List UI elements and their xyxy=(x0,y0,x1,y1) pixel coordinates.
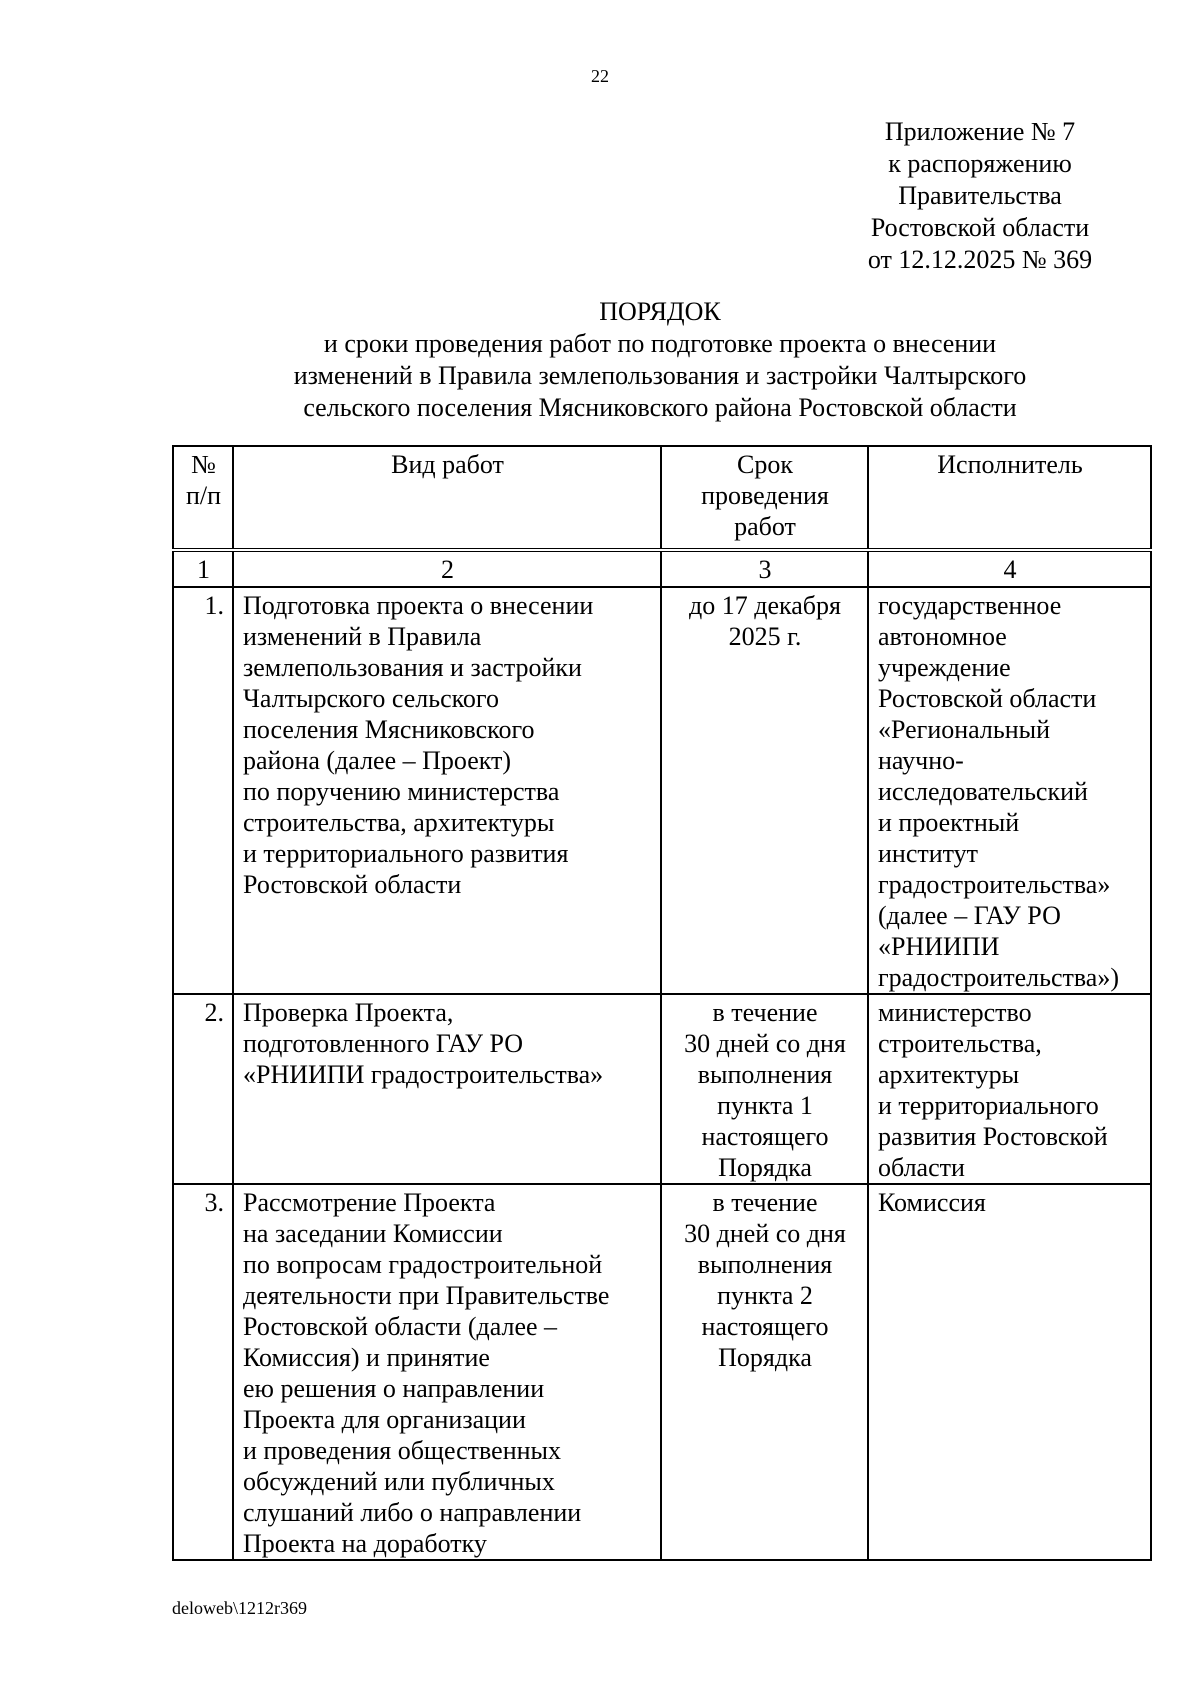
executor-line: архитектуры xyxy=(878,1060,1020,1089)
executor-line: и проектный xyxy=(878,808,1020,837)
work-type-line: подготовленного ГАУ РО xyxy=(243,1029,524,1058)
header-cell-work xyxy=(233,446,661,550)
executor-line: области xyxy=(878,1153,965,1182)
header-cell-executor xyxy=(868,446,1151,550)
title-line: и сроки проведения работ по подготовке проекта о внесении xyxy=(323,329,997,358)
work-type-line: Чалтырского сельского xyxy=(243,684,499,713)
row-number-cell: 1. xyxy=(173,587,233,994)
appendix-line: от 12.12.2025 № 369 xyxy=(867,245,1093,274)
executor-line: научно- xyxy=(878,746,964,775)
work-type-cell xyxy=(233,587,661,994)
executor-line: государственное xyxy=(878,591,1062,620)
executor-line: развития Ростовской xyxy=(878,1122,1108,1151)
work-type-line: изменений в Правила xyxy=(243,622,482,651)
appendix-block xyxy=(840,116,1120,276)
work-type-line: района (далее – Проект) xyxy=(243,746,512,775)
executor-line: Ростовской области xyxy=(878,684,1097,713)
work-type-cell xyxy=(233,994,661,1184)
executor-line: Комиссия xyxy=(878,1188,986,1217)
row-number-cell: 2. xyxy=(173,994,233,1184)
work-type-line: и территориального развития xyxy=(243,839,569,868)
executor-line: автономное xyxy=(878,622,1007,651)
page-number: 22 xyxy=(591,66,609,86)
term-cell xyxy=(661,587,868,994)
work-type-line: поселения Мясниковского xyxy=(243,715,535,744)
table-row xyxy=(173,1184,1151,1560)
work-type-cell xyxy=(233,1184,661,1560)
work-type-line: по поручению министерства xyxy=(243,777,560,806)
table-row xyxy=(173,994,1151,1184)
document-code: deloweb\1212r369 xyxy=(172,1598,307,1618)
term-line: 30 дней со дня xyxy=(684,1219,846,1248)
executor-line: (далее – ГАУ РО xyxy=(878,901,1061,930)
executor-line: «Региональный xyxy=(878,715,1051,744)
term-line: до 17 декабря xyxy=(689,591,841,620)
work-type-line: Подготовка проекта о внесении xyxy=(243,591,594,620)
work-type-line: по вопросам градостроительной xyxy=(243,1250,603,1279)
work-type-line: на заседании Комиссии xyxy=(243,1219,503,1248)
work-type-line: Проекта на доработку xyxy=(243,1529,487,1558)
executor-line: и территориального xyxy=(878,1091,1099,1120)
header-cell-number xyxy=(173,446,233,550)
work-type-line: Ростовской области xyxy=(243,870,462,899)
column-number-cell: 3 xyxy=(661,550,868,587)
executor-cell xyxy=(868,1184,1151,1560)
executor-line: градостроительства» xyxy=(878,870,1111,899)
term-line: Порядка xyxy=(718,1153,812,1182)
work-type-line: «РНИИПИ градостроительства» xyxy=(243,1060,604,1089)
column-number-cell: 2 xyxy=(233,550,661,587)
term-line: в течение xyxy=(712,1188,818,1217)
work-type-line: Проверка Проекта, xyxy=(243,998,454,1027)
header-line: работ xyxy=(734,512,796,541)
work-type-line: деятельности при Правительстве xyxy=(243,1281,610,1310)
term-cell xyxy=(661,994,868,1184)
executor-line: учреждение xyxy=(878,653,1011,682)
work-type-line: и проведения общественных xyxy=(243,1436,562,1465)
term-line: 2025 г. xyxy=(728,622,802,651)
header-line: № xyxy=(191,450,216,479)
header-line: Вид работ xyxy=(391,450,504,479)
header-line: проведения xyxy=(701,481,829,510)
work-type-line: Рассмотрение Проекта xyxy=(243,1188,496,1217)
executor-line: строительства, xyxy=(878,1029,1042,1058)
header-line: п/п xyxy=(185,481,222,510)
work-type-line: Проекта для организации xyxy=(243,1405,526,1434)
row-number-cell: 3. xyxy=(173,1184,233,1560)
executor-line: институт xyxy=(878,839,979,868)
work-type-line: землепользования и застройки xyxy=(243,653,582,682)
table-header-row xyxy=(173,446,1151,550)
term-line: 30 дней со дня xyxy=(684,1029,846,1058)
column-number-row xyxy=(173,550,1151,587)
header-line: Исполнитель xyxy=(937,450,1083,479)
term-line: пункта 1 xyxy=(717,1091,813,1120)
appendix-line: Правительства xyxy=(898,181,1062,210)
executor-line: градостроительства») xyxy=(878,963,1119,992)
document-title xyxy=(160,296,1160,424)
executor-line: «РНИИПИ xyxy=(878,932,1000,961)
executor-line: исследовательский xyxy=(878,777,1088,806)
header-line: Срок xyxy=(737,450,793,479)
work-type-line: обсуждений или публичных xyxy=(243,1467,555,1496)
executor-cell xyxy=(868,587,1151,994)
appendix-line: Ростовской области xyxy=(870,213,1090,242)
header-cell-term xyxy=(661,446,868,550)
term-line: в течение xyxy=(712,998,818,1027)
title-line: изменений в Правила землепользования и застройки Чалтырского xyxy=(293,361,1027,390)
term-line: пункта 2 xyxy=(717,1281,813,1310)
work-type-line: Комиссия) и принятие xyxy=(243,1343,490,1372)
term-line: выполнения xyxy=(697,1250,833,1279)
executor-cell xyxy=(868,994,1151,1184)
work-type-line: ею решения о направлении xyxy=(243,1374,545,1403)
work-type-line: строительства, архитектуры xyxy=(243,808,555,837)
title-heading: ПОРЯДОК xyxy=(599,297,721,326)
term-line: настоящего xyxy=(701,1122,829,1151)
work-type-line: слушаний либо о направлении xyxy=(243,1498,582,1527)
term-line: настоящего xyxy=(701,1312,829,1341)
column-number-cell: 1 xyxy=(173,550,233,587)
term-line: Порядка xyxy=(718,1343,812,1372)
appendix-line: к распоряжению xyxy=(888,149,1072,178)
works-table xyxy=(172,445,1152,1561)
table-row xyxy=(173,587,1151,994)
appendix-line: Приложение № 7 xyxy=(884,117,1076,146)
work-type-line: Ростовской области (далее – xyxy=(243,1312,558,1341)
title-line: сельского поселения Мясниковского района Ростовской области xyxy=(303,393,1017,422)
term-cell xyxy=(661,1184,868,1560)
column-number-cell: 4 xyxy=(868,550,1151,587)
term-line: выполнения xyxy=(697,1060,833,1089)
executor-line: министерство xyxy=(878,998,1032,1027)
